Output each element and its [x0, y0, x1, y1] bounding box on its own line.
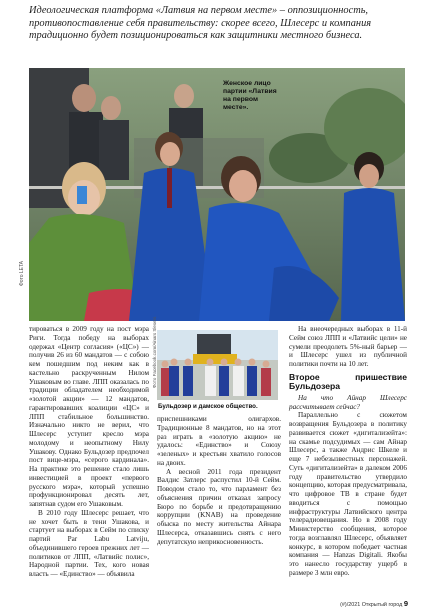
main-photo [29, 68, 405, 321]
main-photo-illustration [29, 68, 405, 321]
article-column-3 [289, 325, 407, 578]
column-2-paragraph-2: А весной 2011 года президент Валдис Затлерс распустил 10-й Сейм. Поводом стало то, что парламент без объяснения причин отказал запросу Бюро по борьбе и предотвращению коррупции (KNAB) на проведение обыска по месту жительства Айнара Шлесерса, отказавшись снять с него депутатскую неприкосновенность. [157, 467, 281, 546]
column-3-paragraph-1: На внеочередных выборах в 11-й Сейм союз ЛПП и «Латвийс цели» не сумели преодолеть 5%-ный барьер — и Шлесерс ушел из публичной политики почти на 10 лет. [289, 325, 407, 368]
bulldozer-photo-credit: Фото Facebook.com/Ainars Slesers [152, 316, 157, 388]
lead-paragraph: Идеологическая платформа «Латвия на первом месте» – оппозиционность, противопоставление себя правительству: скорее всего, Шлесерс и компания традиционно будет позиционироваться как защитники местного бизнеса. [29, 5, 372, 42]
footer-issue: (#)/2021 Открытый город [340, 602, 403, 608]
bulldozer-photo-illustration [157, 330, 278, 400]
main-photo-caption: Женское лицо партии «Латвия на первом месте». [223, 80, 277, 111]
page-footer [290, 599, 408, 608]
main-photo-credit: Фото LETA [19, 260, 25, 286]
article-column-2 [157, 415, 281, 546]
article-column-1 [29, 325, 149, 579]
section-subheading: Второе пришествие Бульдозера [289, 371, 407, 392]
page-number: 9 [403, 599, 408, 608]
column-1-paragraph-2: В 2010 году Шлесерс решает, что не хочет быть в тени Ушакова, и стартует на выборах в Сейм по списку партий Par Labu Latviju, объединившего героев прежних лет — политиков от ЛПП, «Латвийс полис», Народной партии. Тех, кого новая власть — «Единство» — объявила [29, 508, 149, 578]
bulldozer-photo [157, 330, 278, 400]
bulldozer-photo-caption: Бульдозер и дамское общество. [158, 403, 258, 410]
column-3-paragraph-2: Параллельно с сюжетом возвращения Бульдозера в политику развивается сюжет «дигитализейта»: на скамье подсудимых — сам Айнар Шлесерс, а также Андрис Шкеле и еще 7 небезызвестных персонажей. Суть «дигитализейта» в далеком 2006 году правительство утвердило концепцию, которая предусматривала, что цифровое ТВ в стране будет вводиться с помощью инфраструктуры Латвийского центра телерадиовещания. Но в 2008 году Министерство сообщения, которое тогда возглавлял Шлесерс, объявляет конкурс, в котором победает частная компания — Hanzas Digitali. Якобы это нанесло государству ущерб в размере 3 млн евро. [289, 411, 407, 577]
column-3-question: На что Айнар Шлесерс рассчитывает сейчас? [289, 393, 407, 411]
column-1-paragraph-1: тироваться в 2009 году на пост мэра Риги. Тогда победу на выборах одержал «Центр согласия» («ЦС») — получив 26 из 60 мандатов — с coбою кем пошедшим под неким как в кастельно раскрученным Нилом Ушаковым во главе. ЛПП оказалась по традиции обладателем необходимой «золотой акции» — 12 мандатов, гарантировавших коалиции «ЦС» и ЛПП стабильное большинство. Изначально никто не верил, что Шлесерс уступит кресло мэра молодому и неопытному Нилу Ушакову. Однако Бульдозер предпочел пост вице-мэра, «серого кардинала». На практике это решение стало лишь инвестицией в проект «первого русского мэра», который успешно профункционировал десять лет, запятнав судом его Ушаковым. [29, 325, 149, 508]
column-2-paragraph-1: приспешниками олигархов. Традиционные 8 мандатов, но на этот раз играть в «золотую акцию» не удалось: «Единство» и Союзу «зеленых» и крестьян хватило голосов на двоих. [157, 415, 281, 467]
